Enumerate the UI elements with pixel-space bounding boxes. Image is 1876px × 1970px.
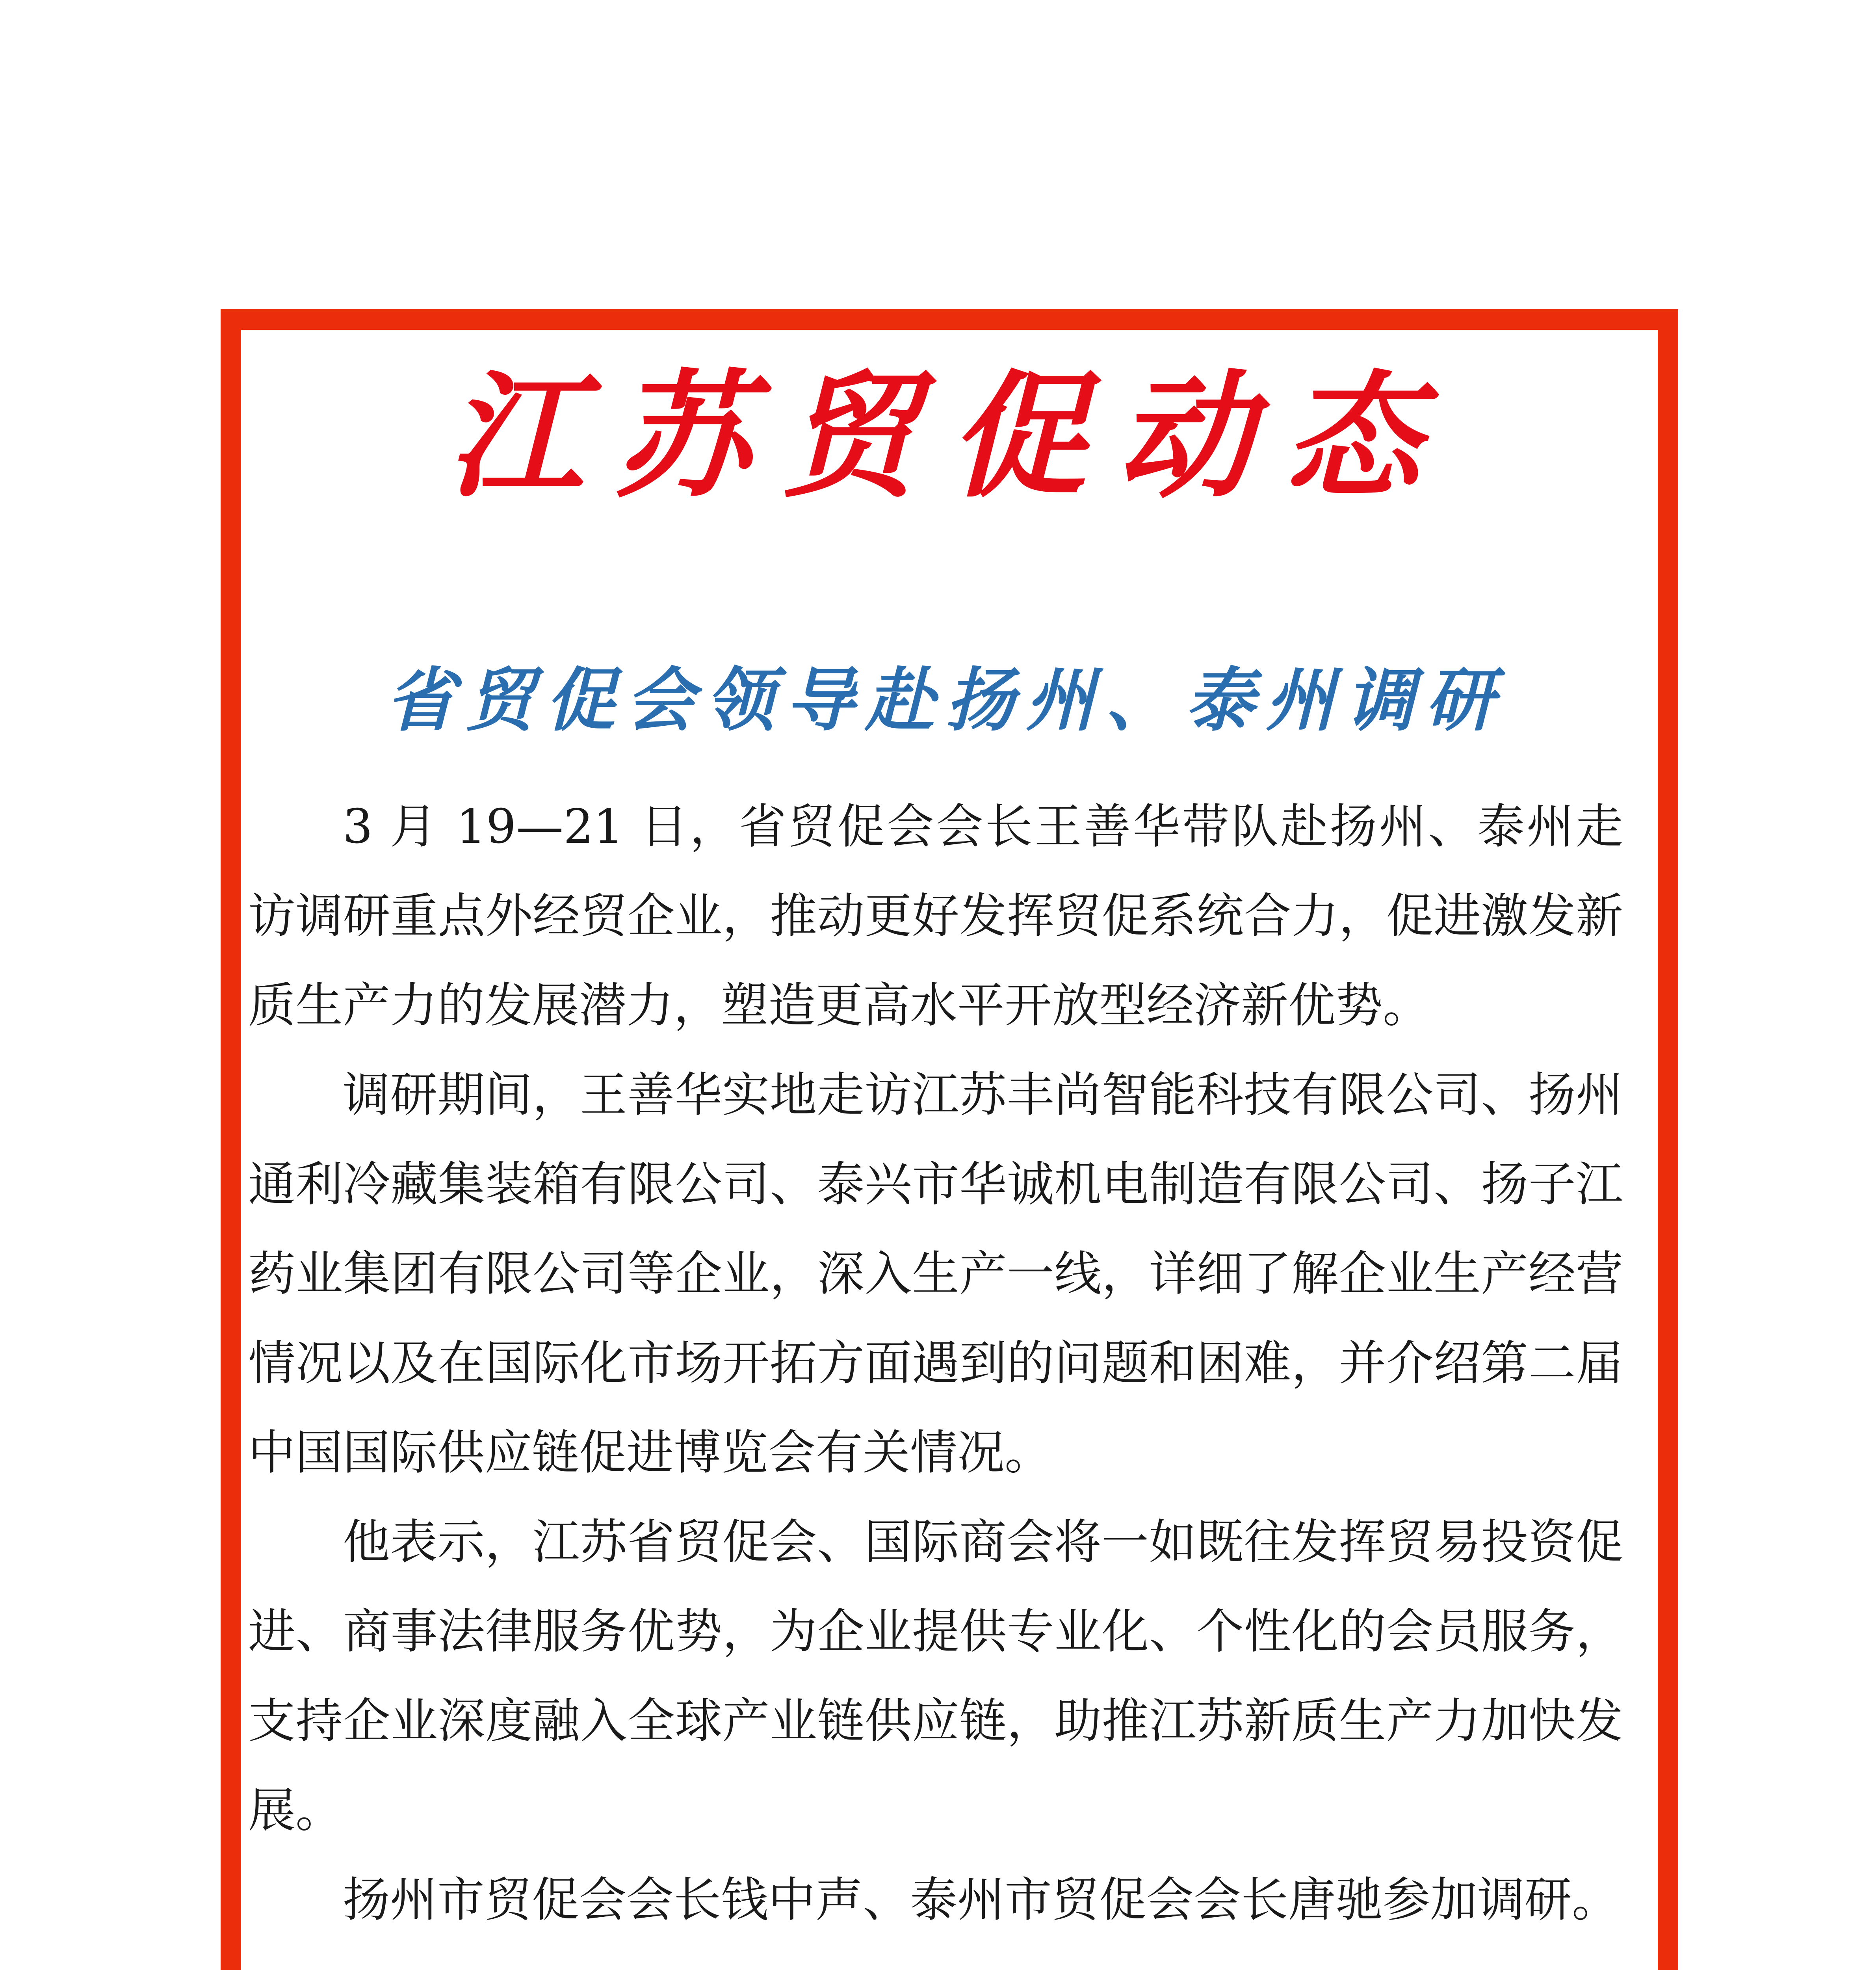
paragraph-1: 3 月 19—21 日，省贸促会会长王善华带队赴扬州、泰州走访调研重点外经贸企业，推动更好发挥贸促系统合力，促进激发新质生产力的发展潜力，塑造更高水平开放型经济新优势。 [248, 799, 1623, 1033]
paragraph-4: 扬州市贸促会会长钱中声、泰州市贸促会会长唐驰参加调研。 [343, 1873, 1619, 1927]
masthead-title: 江苏贸促动态 [447, 357, 1452, 516]
paragraph-2: 调研期间，王善华实地走访江苏丰尚智能科技有限公司、扬州通利冷藏集装箱有限公司、泰兴市华诚机电制造有限公司、扬子江药业集团有限公司等企业，深入生产一线，详细了解企业生产经营情况以及在国际化市场开拓方面遇到的问题和困难，并介绍第二届中国国际供应链促进博览会有关情况。 [248, 1068, 1623, 1480]
article-headline: 省贸促会领导赴扬州、泰州调研 [386, 660, 1505, 741]
paragraph-3: 他表示，江苏省贸促会、国际商会将一如既往发挥贸易投资促进、商事法律服务优势，为企业提供专业化、个性化的会员服务，支持企业深度融入全球产业链供应链，助推江苏新质生产力加快发展。 [248, 1515, 1623, 1838]
article-body [248, 782, 1623, 1945]
